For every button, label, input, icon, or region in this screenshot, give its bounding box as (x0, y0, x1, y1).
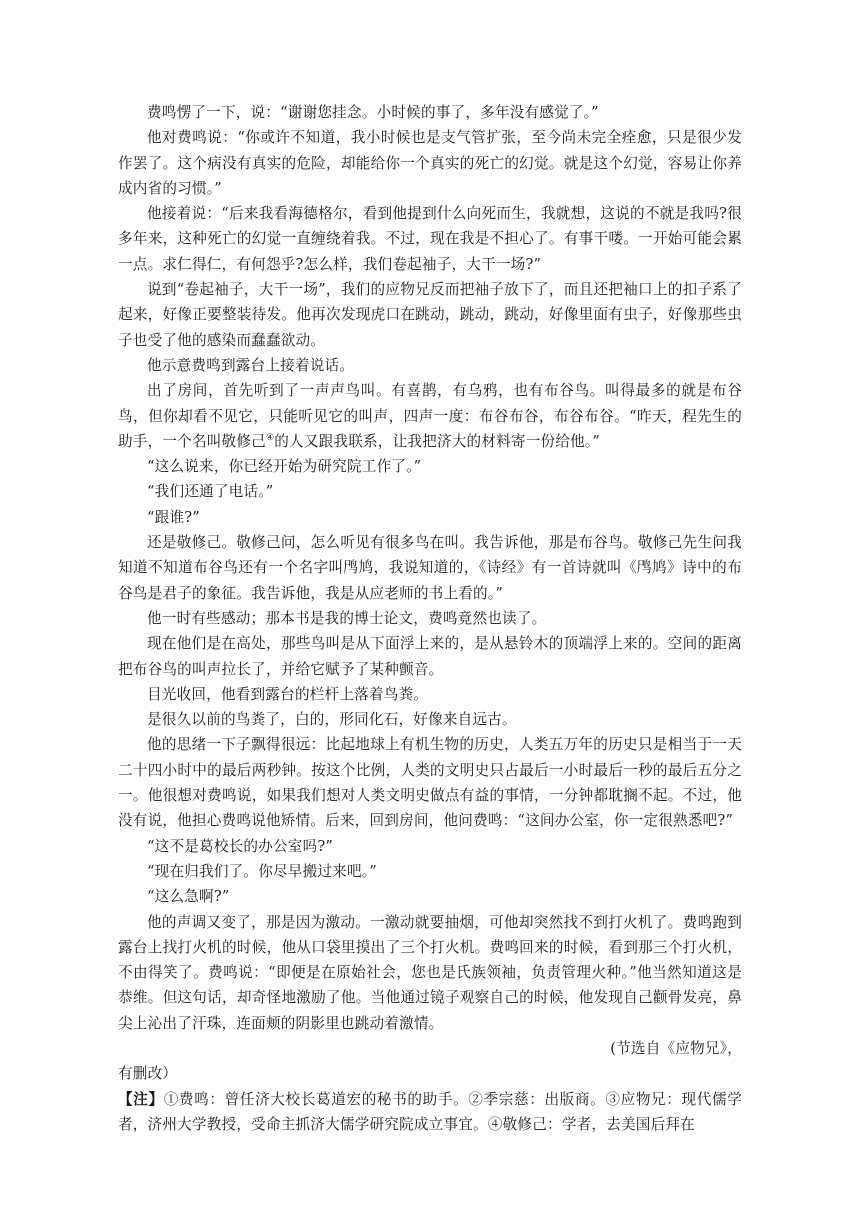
paragraph: 他接着说：“后来我看海德格尔，看到他提到什么向死而生，我就想，这说的不就是我吗?很多年来，这种死亡的幻觉一直缠绕着我。不过，现在我是不担心了。有事干喽。一开始可能会累一点。求仁得仁，有何怨乎?怎么样，我们卷起袖子，大干一场?” (118, 205, 742, 273)
note-text: ①费鸣：曾任济大校长葛道宏的秘书的助手。②季宗慈：出版商。③应物兄：现代儒学者，济州大学教授，受命主抓济大儒学研究院成立事宜。④敬修己：学者，去美国后拜在 (118, 1090, 742, 1133)
source-citation: (节选自《应物兄》， (610, 1039, 742, 1057)
paragraph: 目光收回，他看到露台的栏杆上落着鸟粪。 (147, 685, 429, 703)
paragraph: “我们还通了电话。” (147, 483, 274, 501)
paragraph: 还是敬修己。敬修己问，怎么听见有很多鸟在叫。我告诉他，那是布谷鸟。敬修己先生问我知道不知道布谷鸟还有一个名字叫鸤鸠，我说知道的，《诗经》有一首诗就叫《鸤鸠》诗中的布谷鸟是君子的象征。我告诉他，我是从应老师的书上看的。” (118, 534, 742, 602)
paragraph: 他示意费鸣到露台上接着说话。 (147, 356, 355, 374)
article-page (118, 100, 742, 1137)
paragraph: “这么急啊?” (147, 888, 230, 906)
paragraph: “现在归我们了。你尽早搬过来吧。” (147, 862, 377, 880)
paragraph: 费鸣愣了一下，说：“谢谢您挂念。小时候的事了，多年没有感觉了。” (147, 104, 599, 121)
annotation-note (118, 1087, 742, 1138)
paragraph: 他一时有些感动；那本书是我的博士论文，费鸣竟然也读了。 (147, 609, 547, 627)
paragraph-with-footnote (118, 378, 742, 454)
paragraph: 现在他们是在高处，那些鸟叫是从下面浮上来的，是从悬铃木的顶端浮上来的。空间的距离把布谷鸟的叫声拉长了，并给它赋予了某种颤音。 (118, 635, 742, 678)
paragraph: 他的思绪一下子飘得很远：比起地球上有机生物的历史，人类五万年的历史只是相当于一天二十四小时中的最后两秒钟。按这个比例，人类的文明史只占最后一小时最后一秒的最后五分之一。他很想对费鸣说，如果我们想对人类文明史做点有益的事情，一分钟都耽搁不起。不过，他没有说，他担心费鸣说他矫情。后来，回到房间，他问费鸣：“这间办公室，你一定很熟悉吧?” (118, 736, 742, 830)
paragraph: 说到“卷起袖子，大干一场”，我们的应物兄反而把袖子放下了，而且还把袖口上的扣子系了起来，好像正要整装待发。他再次发现虎口在跳动，跳动，跳动，好像里面有虫子，好像那些虫子也受了他的感染而蠢蠢欲动。 (118, 281, 742, 349)
paragraph: 是很久以前的鸟粪了，白的，形同化石，好像来自远古。 (147, 711, 517, 729)
paragraph: 他对费鸣说：“你或许不知道，我小时候也是支气管扩张，至今尚未完全痊愈，只是很少发作罢了。这个病没有真实的危险，却能给你一个真实的死亡的幻觉。就是这个幻觉，容易让你养成内省的习惯。” (118, 129, 742, 197)
footnote-marker: ④ (265, 433, 275, 443)
paragraph: 他的声调又变了，那是因为激动。一激动就要抽烟，可他却突然找不到打火机了。费鸣跑到露台上找打火机的时候，他从口袋里摸出了三个打火机。费鸣回来的时候，看到那三个打火机，不由得笑了。费鸣说：“即便是在原始社会，您也是氏族领袖，负责管理火种。”他当然知道这是恭维。但这句话，却奇怪地激励了他。当他通过镜子观察自己的时候，他发现自己颧骨发亮，鼻尖上沁出了汗珠，连面颊的阴影里也跳动着激情。 (118, 913, 742, 1032)
paragraph-text: 出了房间，首先听到了一声声鸟叫。有喜鹊，有乌鸦，也有布谷鸟。叫得最多的就是布谷鸟，但你却看不见它，只能听见它的叫声，四声一度：布谷布谷，布谷布谷。“昨天，程先生的助手，一个名叫敬修己 (118, 382, 742, 450)
paragraph: “这不是葛校长的办公室吗?” (147, 837, 334, 855)
paragraph: “这么说来，你已经开始为研究院工作了。” (147, 458, 422, 476)
paragraph: “跟谁?” (147, 508, 200, 526)
paragraph-text-tail: 的人又跟我联系，让我把济大的材料寄一份给他。” (274, 432, 601, 450)
source-citation-tail: 有删改） (118, 1065, 178, 1083)
note-label: 【注】 (118, 1090, 164, 1108)
